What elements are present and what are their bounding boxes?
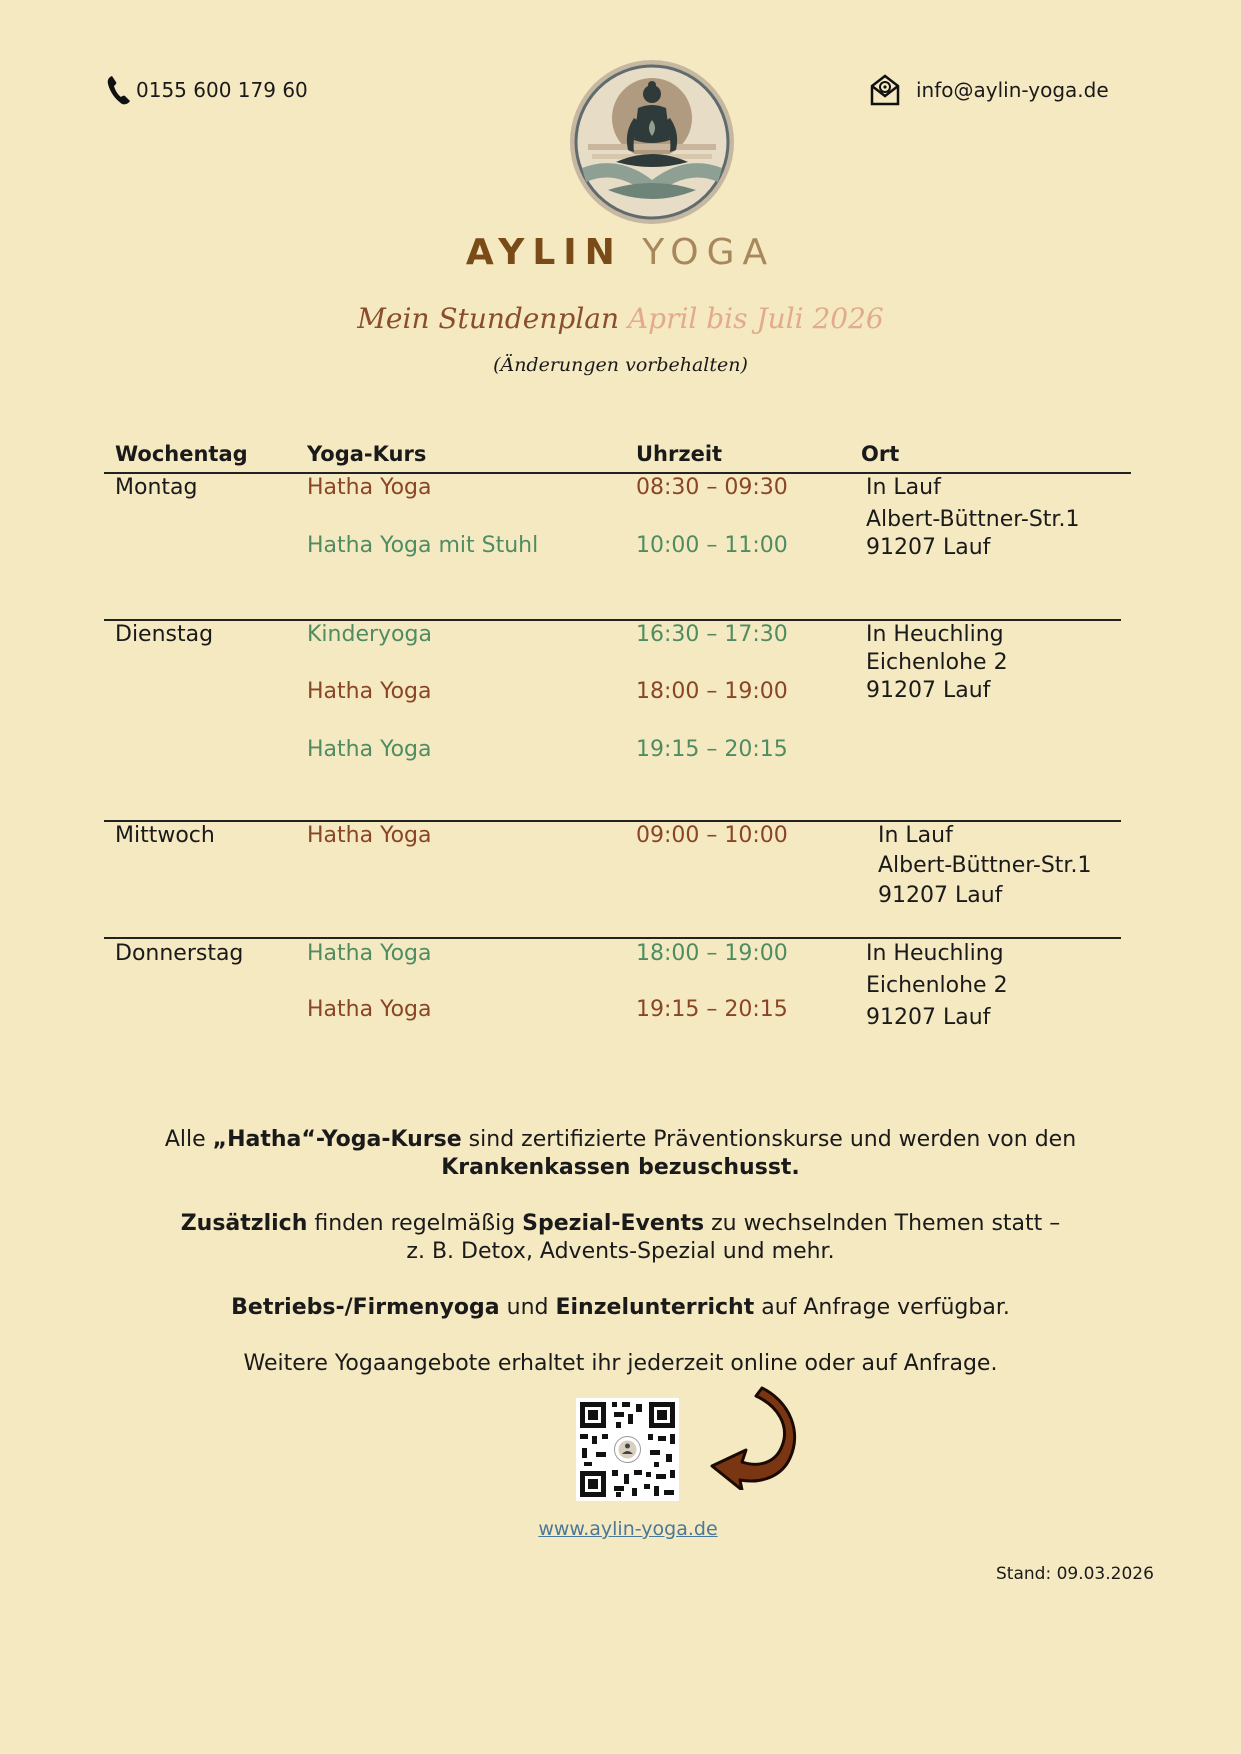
email-address: info@aylin-yoga.de	[916, 78, 1109, 102]
brand-name	[0, 232, 1241, 273]
header-day: Wochentag	[115, 442, 248, 466]
course-name: Hatha Yoga	[307, 823, 432, 848]
place-line: In Lauf	[878, 823, 953, 848]
course-name: Hatha Yoga	[307, 475, 432, 500]
phone-number: 0155 600 179 60	[136, 78, 308, 102]
day-wednesday: Mittwoch	[115, 823, 215, 848]
place-line: Eichenlohe 2	[866, 973, 1008, 998]
brand-first: AYLIN	[465, 232, 623, 273]
place-line: 91207 Lauf	[866, 535, 991, 560]
mail-icon	[870, 74, 900, 106]
info-text: und	[499, 1295, 556, 1320]
place-line: Albert-Büttner-Str.1	[866, 507, 1080, 532]
course-name: Hatha Yoga	[307, 997, 432, 1022]
header-place: Ort	[861, 442, 900, 466]
place-line: In Heuchling	[866, 941, 1004, 966]
day-thursday: Donnerstag	[115, 941, 244, 966]
info-strong: „Hatha“-Yoga-Kurse	[212, 1127, 462, 1152]
course-name: Hatha Yoga	[307, 737, 432, 762]
course-name: Hatha Yoga mit Stuhl	[307, 533, 539, 558]
place-line: Albert-Büttner-Str.1	[878, 853, 1092, 878]
info-strong: Betriebs-/Firmenyoga	[231, 1295, 500, 1320]
course-time: 19:15 – 20:15	[636, 737, 788, 762]
row-divider	[104, 937, 1121, 939]
title-period: April bis Juli 2026	[627, 302, 884, 335]
info-strong: Krankenkassen bezuschusst.	[441, 1155, 800, 1180]
day-monday: Montag	[115, 475, 198, 500]
course-name: Hatha Yoga	[307, 679, 432, 704]
title-main: Mein Stundenplan	[357, 302, 620, 335]
website-link[interactable]: www.aylin-yoga.de	[538, 1518, 718, 1540]
place-line: 91207 Lauf	[866, 1005, 991, 1030]
course-name: Kinderyoga	[307, 622, 432, 647]
course-time: 18:00 – 19:00	[636, 679, 788, 704]
header-time: Uhrzeit	[636, 442, 723, 466]
info-text: finden regelmäßig	[307, 1211, 523, 1236]
course-time: 19:15 – 20:15	[636, 997, 788, 1022]
course-time: 08:30 – 09:30	[636, 475, 788, 500]
qr-code[interactable]	[576, 1398, 679, 1501]
info-text: zu wechselnden Themen statt –	[704, 1211, 1061, 1236]
info-paragraph-courses	[0, 1126, 1241, 1182]
info-strong: Zusätzlich	[180, 1211, 308, 1236]
info-paragraph-more: Weitere Yogaangebote erhaltet ihr jederzeit online oder auf Anfrage.	[243, 1351, 998, 1376]
phone-contact[interactable]	[106, 74, 308, 106]
place-line: 91207 Lauf	[866, 678, 991, 703]
row-divider	[104, 820, 1121, 822]
phone-icon	[106, 74, 132, 106]
course-time: 16:30 – 17:30	[636, 622, 788, 647]
course-time: 18:00 – 19:00	[636, 941, 788, 966]
info-paragraph-events	[0, 1210, 1241, 1266]
info-text: Alle	[164, 1127, 213, 1152]
header-divider	[104, 472, 1131, 474]
curved-arrow-icon	[706, 1384, 806, 1494]
place-line: 91207 Lauf	[878, 883, 1003, 908]
info-text: auf Anfrage verfügbar.	[754, 1295, 1010, 1320]
brand-second: YOGA	[642, 232, 776, 273]
info-paragraph-business	[0, 1294, 1241, 1322]
place-line: In Heuchling	[866, 622, 1004, 647]
header-course: Yoga-Kurs	[307, 442, 427, 466]
info-text: sind zertifizierte Präventionskurse und werden von den	[461, 1127, 1077, 1152]
yoga-logo	[568, 58, 736, 226]
title-note: (Änderungen vorbehalten)	[493, 354, 748, 376]
page-title	[0, 302, 1241, 335]
info-text: z. B. Detox, Advents-Spezial und mehr.	[406, 1239, 835, 1264]
course-name: Hatha Yoga	[307, 941, 432, 966]
course-time: 09:00 – 10:00	[636, 823, 788, 848]
email-contact[interactable]	[870, 74, 1109, 106]
place-line: In Lauf	[866, 475, 941, 500]
day-tuesday: Dienstag	[115, 622, 214, 647]
place-line: Eichenlohe 2	[866, 650, 1008, 675]
status-date: Stand: 09.03.2026	[996, 1564, 1154, 1584]
info-strong: Einzelunterricht	[555, 1295, 755, 1320]
info-strong: Spezial-Events	[522, 1211, 705, 1236]
course-time: 10:00 – 11:00	[636, 533, 788, 558]
